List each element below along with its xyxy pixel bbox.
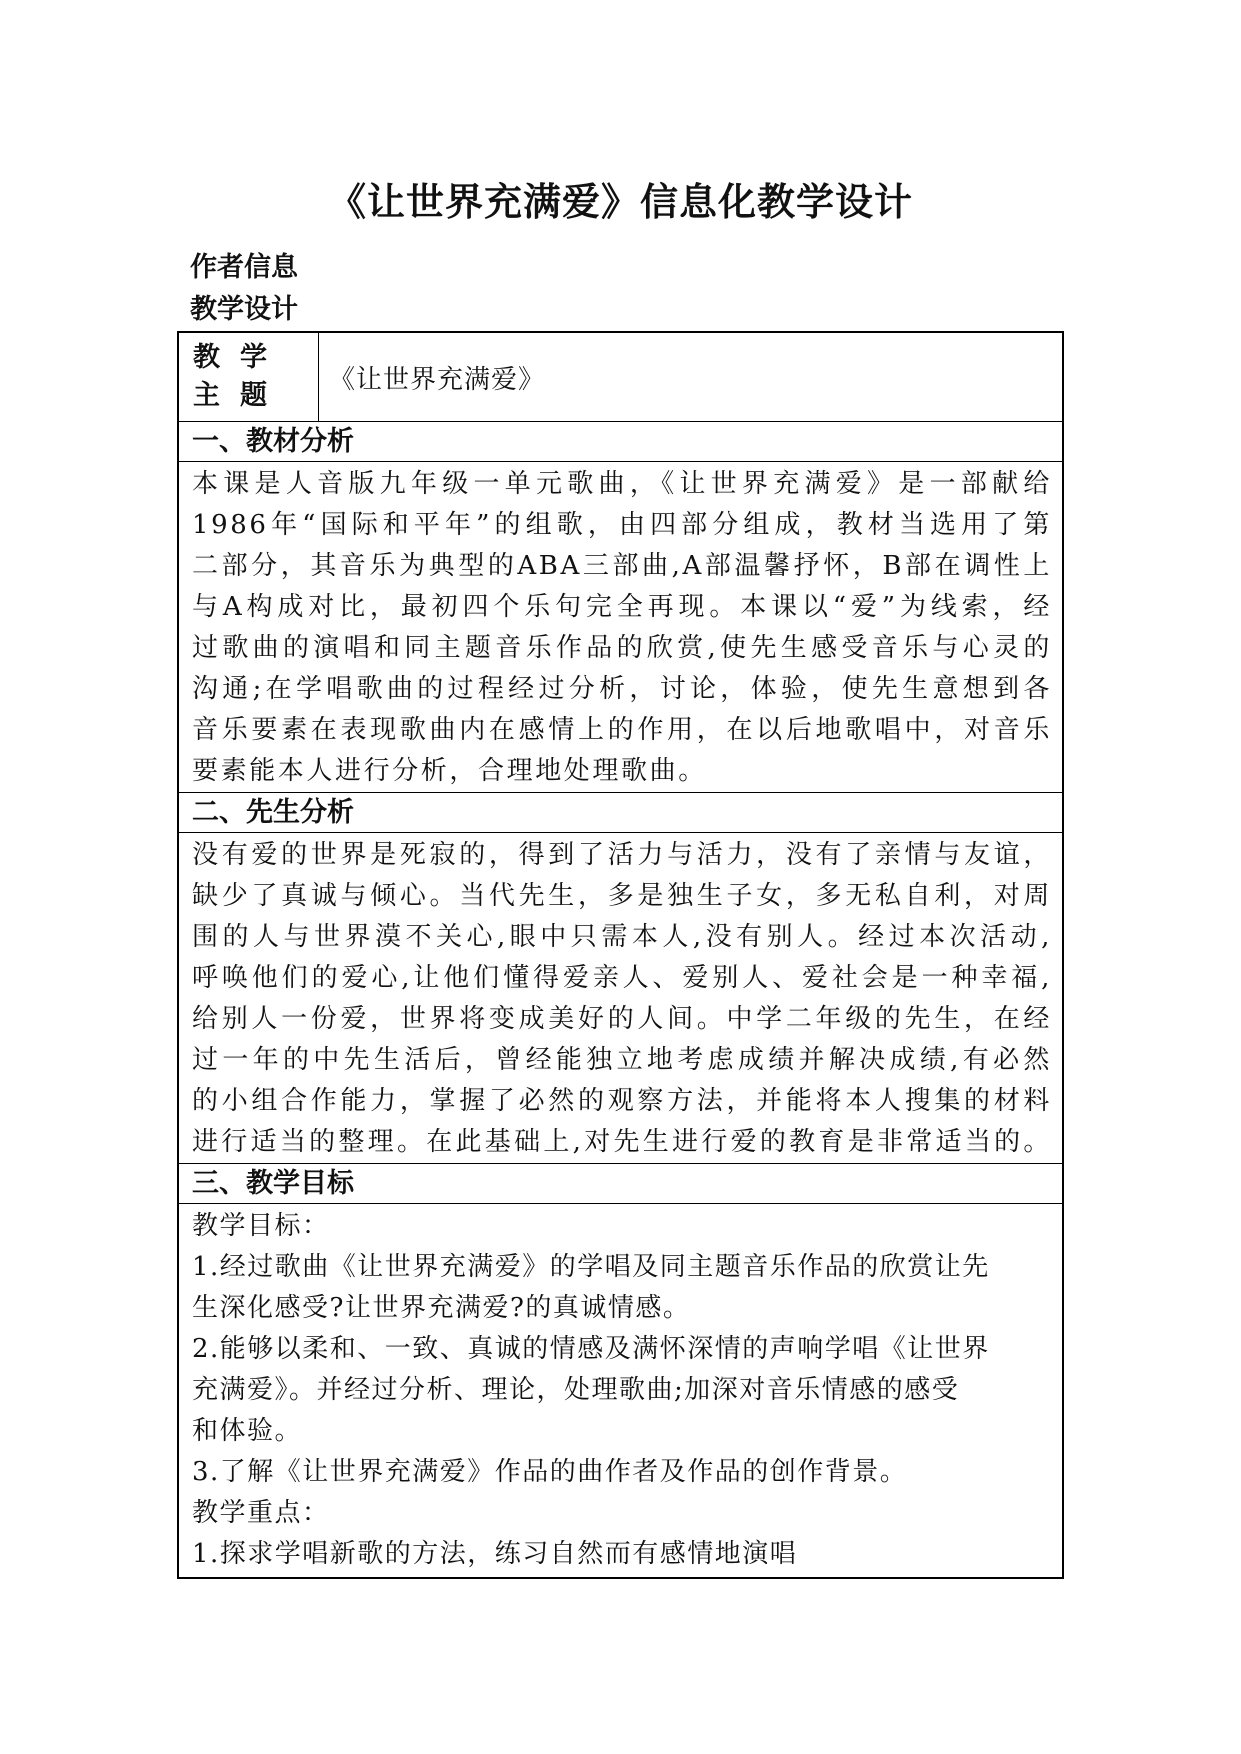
text-line: 充满爱》。并经过分析、理论，处理歌曲;加深对音乐情感的感受	[192, 1375, 960, 1405]
text-line: 3.了解《让世界充满爱》作品的曲作者及作品的创作背景。	[192, 1457, 908, 1487]
text-line: 教学目标：	[192, 1211, 330, 1241]
text-line: 与A构成对比，最初四个乐句完全再现。本课以“爱”为线索，经	[192, 592, 1052, 622]
text-line: 沟通;在学唱歌曲的过程经过分析，讨论，体验，使先生意想到各	[192, 674, 1052, 704]
text-line: 1.经过歌曲《让世界充满爱》的学唱及同主题音乐作品的欣赏让先	[192, 1252, 990, 1282]
text-line: 进行适当的整理。在此基础上,对先生进行爱的教育是非常适当的。	[192, 1127, 1052, 1157]
section-heading-teaching-goals: 三、教学目标	[179, 1164, 1062, 1204]
section-heading-student-analysis: 二、先生分析	[179, 793, 1062, 833]
design-label: 教学设计	[190, 294, 298, 325]
lesson-table	[177, 331, 1064, 1579]
text-line: 缺少了真诚与倾心。当代先生，多是独生子女，多无私自利，对周	[192, 881, 1052, 911]
text-line: 1986年“国际和平年”的组歌，由四部分组成，教材当选用了第	[192, 510, 1052, 540]
text-line: 过一年的中先生活后，曾经能独立地考虑成绩并解决成绩,有必然	[192, 1045, 1052, 1075]
text-line: 本课是人音版九年级一单元歌曲，《让世界充满爱》是一部献给	[192, 469, 1052, 499]
text-line: 给别人一份爱，世界将变成美好的人间。中学二年级的先生，在经	[192, 1004, 1052, 1034]
text-line: 的小组合作能力，掌握了必然的观察方法，并能将本人搜集的材料	[192, 1086, 1052, 1116]
subject-label: 教学主题	[179, 333, 319, 421]
text-line: 要素能本人进行分析，合理地处理歌曲。	[192, 756, 707, 786]
text-line: 围的人与世界漠不关心,眼中只需本人,没有别人。经过本次活动,	[192, 922, 1052, 952]
text-line: 教学重点：	[192, 1498, 330, 1528]
section-body-student-analysis	[179, 833, 1062, 1164]
text-line: 二部分，其音乐为典型的ABA三部曲,A部温馨抒怀，B部在调性上	[192, 551, 1052, 581]
section-body-textbook-analysis	[179, 462, 1062, 793]
text-line: 过歌曲的演唱和同主题音乐作品的欣赏,使先生感受音乐与心灵的	[192, 633, 1052, 663]
page-title: 《让世界充满爱》信息化教学设计	[327, 180, 913, 224]
text-line: 没有爱的世界是死寂的，得到了活力与活力，没有了亲情与友谊，	[192, 840, 1052, 870]
subject-row	[179, 333, 1062, 422]
text-line: 1.探求学唱新歌的方法，练习自然而有感情地演唱	[192, 1539, 798, 1569]
section-heading-textbook-analysis: 一、教材分析	[179, 422, 1062, 462]
section-body-teaching-goals	[179, 1204, 1062, 1577]
text-line: 和体验。	[192, 1416, 303, 1446]
author-info-label: 作者信息	[190, 252, 298, 283]
text-line: 生深化感受?让世界充满爱?的真诚情感。	[192, 1293, 691, 1323]
text-line: 音乐要素在表现歌曲内在感情上的作用，在以后地歌唱中，对音乐	[192, 715, 1052, 745]
text-line: 2.能够以柔和、一致、真诚的情感及满怀深情的声响学唱《让世界	[192, 1334, 990, 1364]
text-line: 呼唤他们的爱心,让他们懂得爱亲人、爱别人、爱社会是一种幸福,	[192, 963, 1052, 993]
subject-value: 《让世界充满爱》	[329, 364, 546, 395]
